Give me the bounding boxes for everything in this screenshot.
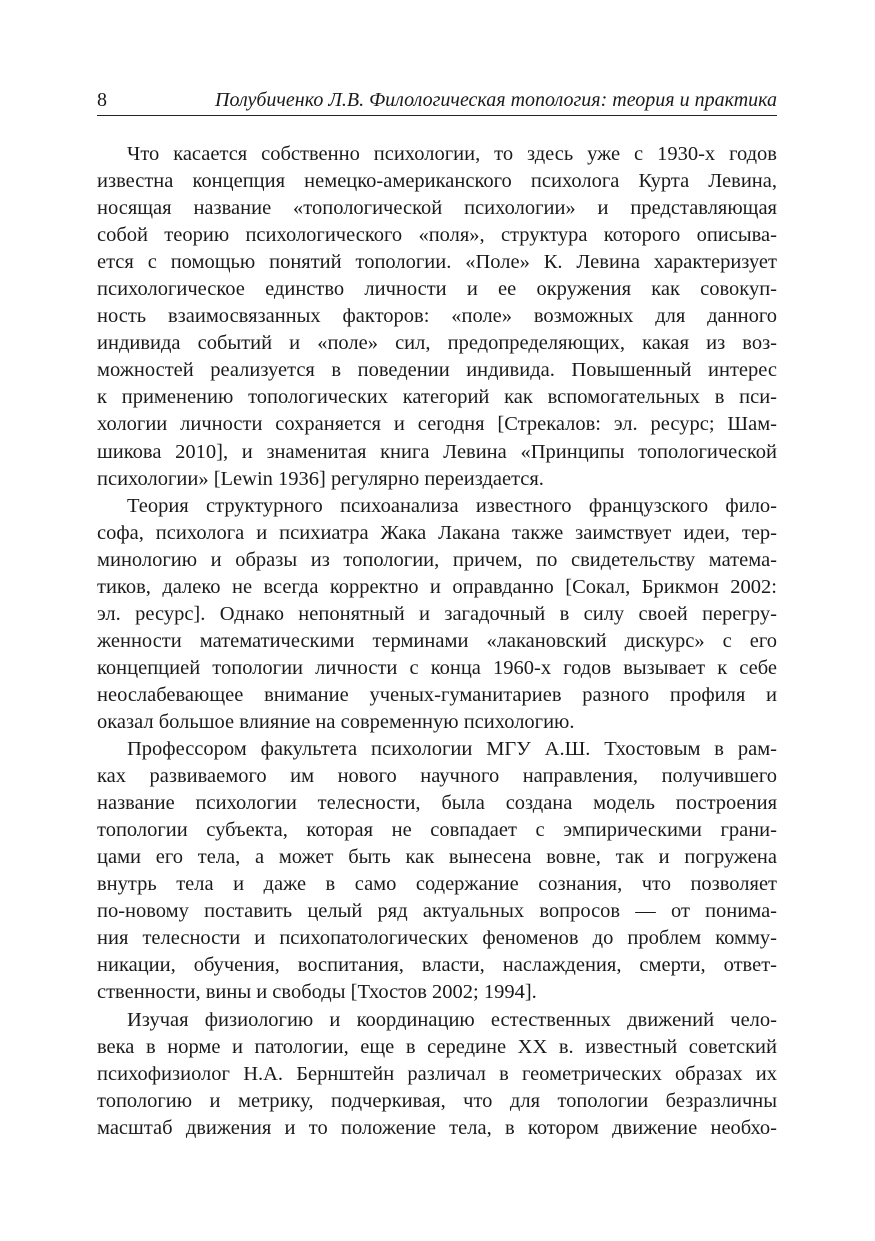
text-line: оказал большое влияние на современную психологию. [97,710,575,733]
text-line: Теория структурного психоанализа известного французского фило- [127,494,777,517]
text-line: ках развиваемого им нового научного направления, получившего [97,765,777,788]
text-line: топологии субъекта, которая не совпадает с эмпирическими грани- [97,819,777,842]
text-line: хологии личности сохраняется и сегодня [Стрекалов: эл. ресурс; Шам- [97,413,777,436]
text-line: женности математическими терминами «лакановский дискурс» с его [97,629,777,652]
text-line: психологическое единство личности и ее окружения как совокуп- [97,278,777,301]
text-line: софа, психолога и психиатра Жака Лакана также заимствует идеи, тер- [97,521,777,544]
page-header [97,85,777,116]
text-line: Изучая физиологию и координацию естественных движений чело- [127,1008,777,1031]
text-line: ственности, вины и свободы [Тхостов 2002; 1994]. [97,981,537,1004]
text-line: ется с помощью понятий топологии. «Поле» К. Левина характеризует [97,251,777,274]
text-line: минологию и образы из топологии, причем, по свидетельству матема- [97,548,777,571]
text-line: носящая название «топологической психологии» и представляющая [97,197,777,220]
text-line: Профессором факультета психологии МГУ А.Ш. Тхостовым в рам- [127,738,777,761]
body-text [97,141,777,1142]
text-line: Что касается собственно психологии, то здесь уже с 1930-х годов [127,143,777,165]
text-line: концепцией топологии личности с конца 1960-х годов вызывает к себе [97,656,777,679]
text-line: шикова 2010], и знаменитая книга Левина «Принципы топологической [97,440,777,463]
text-line: к применению топологических категорий как вспомогательных в пси- [97,386,777,409]
text-line: масштаб движения и то положение тела, в котором движение необхо- [97,1116,777,1139]
text-line: известна концепция немецко-американского психолога Курта Левина, [97,170,777,193]
paragraph-tkhostov [97,736,777,1006]
text-line: тиков, далеко не всегда корректно и оправданно [Сокал, Брикмон 2002: [97,575,777,598]
text-line: психологии» [Lewin 1936] регулярно переиздается. [97,467,544,490]
text-line: внутрь тела и даже в само содержание сознания, что позволяет [97,873,777,896]
paragraph-lacan [97,493,777,736]
text-line: психофизиолог Н.А. Бернштейн различал в геометрических образах их [97,1062,777,1085]
paragraph-bernstein [97,1007,777,1142]
text-line: индивида событий и «поле» сил, предопределяющих, какая из воз- [97,332,777,355]
page-number: 8 [97,89,107,111]
text-line: цами его тела, а может быть как вынесена вовне, так и погружена [97,846,777,869]
running-title: Полубиченко Л.В. Филологическая топология: теория и практика [215,89,777,111]
text-line: по-новому поставить целый ряд актуальных вопросов — от понима- [97,900,777,923]
text-line: эл. ресурс]. Однако непонятный и загадочный в силу своей перегру- [97,602,777,625]
text-line: собой теорию психологического «поля», структура которого описыва- [97,224,777,247]
text-line: ность взаимосвязанных факторов: «поле» возможных для данного [97,305,777,328]
text-line: ния телесности и психопатологических феноменов до проблем комму- [97,927,777,950]
text-line: топологию и метрику, подчеркивая, что для топологии безразличны [97,1089,777,1112]
paragraph-kurt-lewin [97,141,777,493]
text-line: века в норме и патологии, еще в середине XX в. известный советский [97,1035,777,1058]
text-line: название психологии телесности, была создана модель построения [97,792,777,815]
text-line: никации, обучения, воспитания, власти, наслаждения, смерти, ответ- [97,954,777,977]
text-line: можностей реализуется в поведении индивида. Повышенный интерес [97,359,777,382]
text-line: неослабевающее внимание ученых-гуманитариев разного профиля и [97,683,777,706]
